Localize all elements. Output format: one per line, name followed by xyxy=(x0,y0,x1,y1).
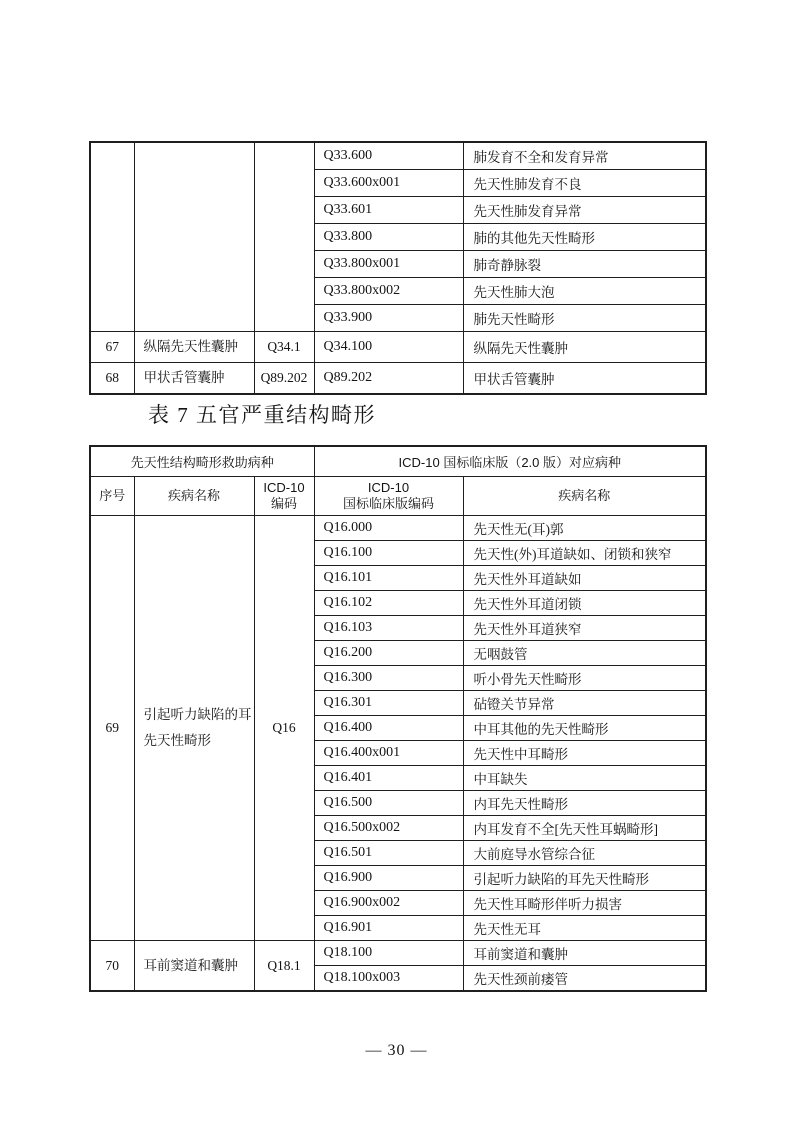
disease-name-cell: 肺奇静脉裂 xyxy=(463,251,706,278)
disease-name-cell: 先天性外耳道缺如 xyxy=(463,566,706,591)
disease-name-cell: 无咽鼓管 xyxy=(463,641,706,666)
icd-cell-empty xyxy=(254,142,314,332)
disease-name-cell: 耳前窦道和囊肿 xyxy=(463,941,706,966)
table-row xyxy=(90,941,706,966)
icd-code-cell: Q89.202 xyxy=(314,363,463,395)
disease-name-cell: 先天性(外)耳道缺如、闭锁和狭窄 xyxy=(463,541,706,566)
disease-name-cell: 先天性肺大泡 xyxy=(463,278,706,305)
icd-code-cell: Q33.900 xyxy=(314,305,463,332)
disease-cell: 甲状舌管囊肿 xyxy=(134,363,254,395)
disease-name-cell: 先天性中耳畸形 xyxy=(463,741,706,766)
icd-code-cell: Q16.901 xyxy=(314,916,463,941)
disease-name-cell: 先天性外耳道狭窄 xyxy=(463,616,706,641)
header-seq: 序号 xyxy=(90,477,134,516)
icd-code-cell: Q33.800x002 xyxy=(314,278,463,305)
disease-name-cell: 中耳其他的先天性畸形 xyxy=(463,716,706,741)
header-disease: 疾病名称 xyxy=(134,477,254,516)
header-clinical-code xyxy=(314,477,463,516)
header-group-row xyxy=(90,446,706,477)
disease-name-cell: 肺的其他先天性畸形 xyxy=(463,224,706,251)
seq-cell: 69 xyxy=(90,516,134,941)
disease-name-cell: 砧镫关节异常 xyxy=(463,691,706,716)
table-row xyxy=(90,332,706,363)
icd-code-cell: Q16.102 xyxy=(314,591,463,616)
header-clinical-code-line2: 国标临床版编码 xyxy=(343,496,435,511)
icd-code-cell: Q16.500 xyxy=(314,791,463,816)
icd-code-cell: Q16.000 xyxy=(314,516,463,541)
header-group-right: ICD-10 国标临床版（2.0 版）对应病种 xyxy=(314,446,706,477)
icd-code-cell: Q33.800x001 xyxy=(314,251,463,278)
icd-code-cell: Q16.900 xyxy=(314,866,463,891)
disease-name-cell: 纵隔先天性囊肿 xyxy=(463,332,706,363)
disease-name-cell: 大前庭导水管综合征 xyxy=(463,841,706,866)
disease-name-cell: 先天性颈前瘘管 xyxy=(463,966,706,992)
disease-cell: 纵隔先天性囊肿 xyxy=(134,332,254,363)
icd-code-cell: Q18.100x003 xyxy=(314,966,463,992)
page-number: — 30 — xyxy=(365,1042,428,1059)
icd-cell: Q16 xyxy=(254,516,314,941)
disease-cell: 引起听力缺陷的耳先天性畸形 xyxy=(134,516,254,941)
header-name: 疾病名称 xyxy=(463,477,706,516)
table-continued-congenital-malformations xyxy=(89,141,707,395)
icd-code-cell: Q16.301 xyxy=(314,691,463,716)
icd-code-cell: Q16.400x001 xyxy=(314,741,463,766)
header-icd xyxy=(254,477,314,516)
icd-code-cell: Q16.101 xyxy=(314,566,463,591)
header-group-left: 先天性结构畸形救助病种 xyxy=(90,446,314,477)
table-row xyxy=(90,142,706,170)
disease-name-cell: 引起听力缺陷的耳先天性畸形 xyxy=(463,866,706,891)
seq-cell: 68 xyxy=(90,363,134,395)
seq-cell: 70 xyxy=(90,941,134,992)
icd-cell: Q89.202 xyxy=(254,363,314,395)
icd-code-cell: Q16.300 xyxy=(314,666,463,691)
icd-code-cell: Q16.103 xyxy=(314,616,463,641)
icd-code-cell: Q18.100 xyxy=(314,941,463,966)
disease-name-cell: 中耳缺失 xyxy=(463,766,706,791)
icd-code-cell: Q16.900x002 xyxy=(314,891,463,916)
disease-cell: 耳前窦道和囊肿 xyxy=(134,941,254,992)
icd-code-cell: Q16.400 xyxy=(314,716,463,741)
disease-name-cell: 先天性肺发育异常 xyxy=(463,197,706,224)
icd-code-cell: Q16.401 xyxy=(314,766,463,791)
disease-name-cell: 先天性无(耳)郭 xyxy=(463,516,706,541)
seq-cell-empty xyxy=(90,142,134,332)
disease-name-cell: 甲状舌管囊肿 xyxy=(463,363,706,395)
icd-code-cell: Q33.800 xyxy=(314,224,463,251)
table7-sense-organ-malformations xyxy=(89,445,707,992)
icd-code-cell: Q34.100 xyxy=(314,332,463,363)
disease-name-cell: 先天性肺发育不良 xyxy=(463,170,706,197)
icd-code-cell: Q16.200 xyxy=(314,641,463,666)
seq-cell: 67 xyxy=(90,332,134,363)
disease-name-cell: 肺先天性畸形 xyxy=(463,305,706,332)
header-columns-row xyxy=(90,477,706,516)
icd-code-cell: Q16.500x002 xyxy=(314,816,463,841)
table7-title: 表 7 五官严重结构畸形 xyxy=(148,403,376,427)
table-row xyxy=(90,516,706,541)
disease-name-cell: 内耳先天性畸形 xyxy=(463,791,706,816)
disease-name-cell: 肺发育不全和发育异常 xyxy=(463,142,706,170)
disease-name-cell: 先天性无耳 xyxy=(463,916,706,941)
icd-code-cell: Q33.600 xyxy=(314,142,463,170)
icd-code-cell: Q16.501 xyxy=(314,841,463,866)
header-icd-line1: ICD-10 xyxy=(263,480,305,495)
disease-name-cell: 先天性耳畸形伴听力损害 xyxy=(463,891,706,916)
disease-cell-empty xyxy=(134,142,254,332)
icd-cell: Q18.1 xyxy=(254,941,314,992)
disease-name-cell: 听小骨先天性畸形 xyxy=(463,666,706,691)
header-icd-line2: 编码 xyxy=(271,496,298,511)
icd-code-cell: Q16.100 xyxy=(314,541,463,566)
disease-name-cell: 先天性外耳道闭锁 xyxy=(463,591,706,616)
icd-code-cell: Q33.601 xyxy=(314,197,463,224)
header-clinical-code-line1: ICD-10 xyxy=(367,480,410,495)
icd-cell: Q34.1 xyxy=(254,332,314,363)
table-row xyxy=(90,363,706,395)
disease-name-cell: 内耳发育不全[先天性耳蜗畸形] xyxy=(463,816,706,841)
icd-code-cell: Q33.600x001 xyxy=(314,170,463,197)
